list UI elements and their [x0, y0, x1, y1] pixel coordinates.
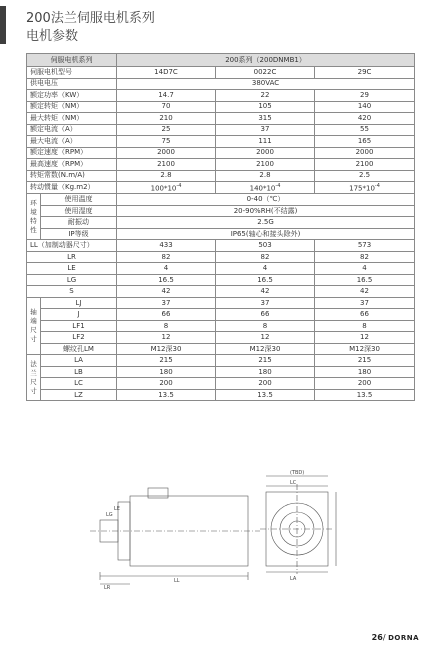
value-cell: 12: [315, 332, 415, 344]
value-cell: 82: [216, 251, 315, 263]
value-text: 2100: [157, 159, 175, 168]
value-cell: 8: [117, 320, 216, 332]
header-series-value: 200系列（200DNMB1）: [117, 54, 415, 67]
value-cell: 12: [216, 332, 315, 344]
row-label: LR: [27, 251, 117, 263]
table-row: [27, 366, 415, 378]
value-cell: 200: [117, 378, 216, 390]
table-row: [27, 194, 415, 206]
value-text: 2100: [256, 159, 274, 168]
value-text: 25: [161, 125, 171, 134]
value-text: 2000: [256, 148, 274, 157]
row-label: 最大电流（A）: [27, 136, 117, 148]
env-label: 使用温度: [41, 194, 117, 206]
value-cell: [117, 124, 216, 136]
value-text: 2.5: [358, 171, 371, 180]
dim-lg: LG: [106, 512, 113, 518]
value-cell: [315, 136, 415, 148]
value-text: 100*10: [150, 184, 177, 193]
dim-la: LA: [290, 576, 297, 582]
voltage-cell: 380VAC: [117, 78, 415, 90]
value-text: 2000: [157, 148, 175, 157]
row-label: LF2: [41, 332, 117, 344]
brand-logo: DORNA: [388, 634, 419, 642]
dim-lr: LR: [104, 585, 111, 591]
table-row: [27, 251, 415, 263]
table-row: [27, 217, 415, 229]
value-cell: 200: [216, 378, 315, 390]
row-label: LJ: [41, 297, 117, 309]
row-label: LZ: [41, 389, 117, 401]
value-cell: [315, 101, 415, 113]
value-text: 175*10: [349, 184, 375, 193]
row-label: LB: [41, 366, 117, 378]
connector-box: [148, 488, 168, 498]
value-cell: 37: [216, 297, 315, 309]
value-text: 420: [357, 113, 372, 122]
value-text: 29: [360, 90, 369, 99]
value-cell: 66: [315, 309, 415, 321]
dim-le: LE: [114, 506, 120, 512]
env-value: IP65(轴心和接头除外): [117, 228, 415, 240]
flange-group-label: 法兰尺寸: [27, 355, 41, 401]
exponent: -4: [374, 183, 380, 189]
value-text: 70: [161, 102, 171, 111]
env-value: 2.5G: [117, 217, 415, 229]
spec-table: [26, 53, 415, 401]
page-title: 200法兰伺服电机系列: [26, 11, 155, 26]
model-cell: 0022C: [216, 67, 315, 79]
table-row: [27, 124, 415, 136]
value-text: 55: [360, 125, 369, 134]
table-row: [27, 101, 415, 113]
value-cell: 13.5: [117, 389, 216, 401]
table-row: [27, 228, 415, 240]
row-label: LG: [27, 274, 117, 286]
table-row: [27, 274, 415, 286]
value-cell: 215: [216, 355, 315, 367]
value-cell: [216, 147, 315, 159]
value-cell: 66: [216, 309, 315, 321]
value-cell: 180: [216, 366, 315, 378]
value-cell: [117, 136, 216, 148]
table-row: [27, 170, 415, 182]
value-cell: [117, 90, 216, 102]
row-label: LF1: [41, 320, 117, 332]
dim-ll: LL: [174, 578, 180, 584]
table-row: [27, 54, 415, 67]
env-label: 使用湿度: [41, 205, 117, 217]
table-row: [27, 263, 415, 275]
table-row: [27, 147, 415, 159]
value-text: 22: [260, 90, 270, 99]
value-text: 37: [260, 125, 270, 134]
value-cell: 8: [315, 320, 415, 332]
value-cell: [315, 124, 415, 136]
value-cell: [315, 113, 415, 125]
row-label: 最大转矩（NM）: [27, 113, 117, 125]
table-row: [27, 320, 415, 332]
row-label: LL（加制动器尺寸）: [27, 240, 117, 252]
table-row: [27, 297, 415, 309]
table-row: [27, 159, 415, 171]
page-footer: 26/ DORNA: [371, 633, 419, 642]
row-label: 额定功率（KW）: [27, 90, 117, 102]
value-cell: 37: [315, 297, 415, 309]
value-cell: 42: [315, 286, 415, 298]
value-cell: 13.5: [315, 389, 415, 401]
value-cell: 13.5: [216, 389, 315, 401]
value-text: 140: [357, 102, 372, 111]
page-header: [0, 0, 435, 50]
value-cell: [117, 113, 216, 125]
value-cell: [216, 124, 315, 136]
value-text: 2000: [355, 148, 374, 157]
value-cell: 82: [117, 251, 216, 263]
value-cell: [117, 182, 216, 194]
value-cell: 200: [315, 378, 415, 390]
model-cell: 14D7C: [117, 67, 216, 79]
value-cell: [216, 170, 315, 182]
value-cell: 180: [315, 366, 415, 378]
value-cell: 180: [117, 366, 216, 378]
row-label: 额定速度（RPM）: [27, 147, 117, 159]
value-cell: [315, 147, 415, 159]
value-text: 140*10: [249, 184, 276, 193]
value-cell: 37: [117, 297, 216, 309]
row-label: LC: [41, 378, 117, 390]
env-value: 20-90%RH(不结露): [117, 205, 415, 217]
dim-lc: LC: [290, 480, 297, 486]
table-row: [27, 355, 415, 367]
value-cell: [117, 101, 216, 113]
value-cell: 503: [216, 240, 315, 252]
table-row: [27, 286, 415, 298]
model-cell: 29C: [315, 67, 415, 79]
table-row: [27, 309, 415, 321]
row-label: LE: [27, 263, 117, 275]
page-number: 26: [371, 633, 383, 642]
value-cell: 4: [315, 263, 415, 275]
value-text: 2.8: [259, 171, 271, 180]
value-cell: 433: [117, 240, 216, 252]
value-text: 2100: [355, 159, 374, 168]
env-label: IP等级: [41, 228, 117, 240]
value-cell: 16.5: [315, 274, 415, 286]
row-label: 转动惯量（Kg.m2）: [27, 182, 117, 194]
row-label: 转矩常数(N.m/A): [27, 170, 117, 182]
table-row: [27, 67, 415, 79]
value-cell: [117, 147, 216, 159]
value-cell: [117, 159, 216, 171]
value-cell: [117, 170, 216, 182]
value-cell: 82: [315, 251, 415, 263]
exponent: -4: [275, 183, 281, 189]
value-cell: 16.5: [216, 274, 315, 286]
table-row: [27, 205, 415, 217]
env-value: 0-40（℃）: [117, 194, 415, 206]
table-row: [27, 389, 415, 401]
value-cell: 4: [216, 263, 315, 275]
header-accent-bar: [0, 6, 6, 44]
value-cell: 215: [117, 355, 216, 367]
value-text: 2.8: [160, 171, 172, 180]
table-row: [27, 378, 415, 390]
value-cell: 16.5: [117, 274, 216, 286]
value-cell: 66: [117, 309, 216, 321]
value-cell: 42: [216, 286, 315, 298]
table-row: [27, 182, 415, 194]
value-cell: 42: [117, 286, 216, 298]
row-label: 最高速度（RPM）: [27, 159, 117, 171]
value-text: 111: [258, 136, 272, 145]
value-cell: [216, 90, 315, 102]
row-label: 供电电压: [27, 78, 117, 90]
header-series-label: 伺服电机系列: [27, 54, 117, 67]
row-label: LA: [41, 355, 117, 367]
value-text: 165: [357, 136, 372, 145]
row-label: 额定转矩（NM）: [27, 101, 117, 113]
value-cell: [315, 170, 415, 182]
row-label: 伺服电机型号: [27, 67, 117, 79]
row-label: 螺纹孔LM: [41, 343, 117, 355]
table-row: [27, 343, 415, 355]
dim-top: (TBD): [290, 470, 305, 476]
value-cell: [315, 159, 415, 171]
value-cell: M12深30: [216, 343, 315, 355]
motor-dimension-drawing: [70, 458, 370, 598]
value-text: 210: [159, 113, 173, 122]
value-cell: 4: [117, 263, 216, 275]
row-label: S: [27, 286, 117, 298]
value-text: 315: [258, 113, 272, 122]
value-cell: [315, 90, 415, 102]
value-cell: [315, 182, 415, 194]
value-cell: [216, 182, 315, 194]
row-label: J: [41, 309, 117, 321]
value-cell: 12: [117, 332, 216, 344]
value-cell: [216, 136, 315, 148]
value-cell: [216, 159, 315, 171]
env-group-label: 环境特性: [27, 194, 41, 240]
table-row: [27, 240, 415, 252]
table-row: [27, 113, 415, 125]
value-cell: M12深30: [315, 343, 415, 355]
value-cell: [216, 101, 315, 113]
table-row: [27, 136, 415, 148]
row-label: 额定电流（A）: [27, 124, 117, 136]
value-cell: 215: [315, 355, 415, 367]
table-row: [27, 332, 415, 344]
table-row: [27, 78, 415, 90]
value-cell: 573: [315, 240, 415, 252]
value-text: 14.7: [158, 90, 174, 99]
exponent: -4: [176, 183, 182, 189]
table-row: [27, 90, 415, 102]
page-subtitle: 电机参数: [26, 29, 79, 44]
value-cell: 8: [216, 320, 315, 332]
value-cell: [216, 113, 315, 125]
env-label: 耐振动: [41, 217, 117, 229]
value-text: 105: [258, 102, 272, 111]
value-cell: M12深30: [117, 343, 216, 355]
value-text: 75: [161, 136, 171, 145]
shaft-group-label: 轴端尺寸: [27, 297, 41, 355]
